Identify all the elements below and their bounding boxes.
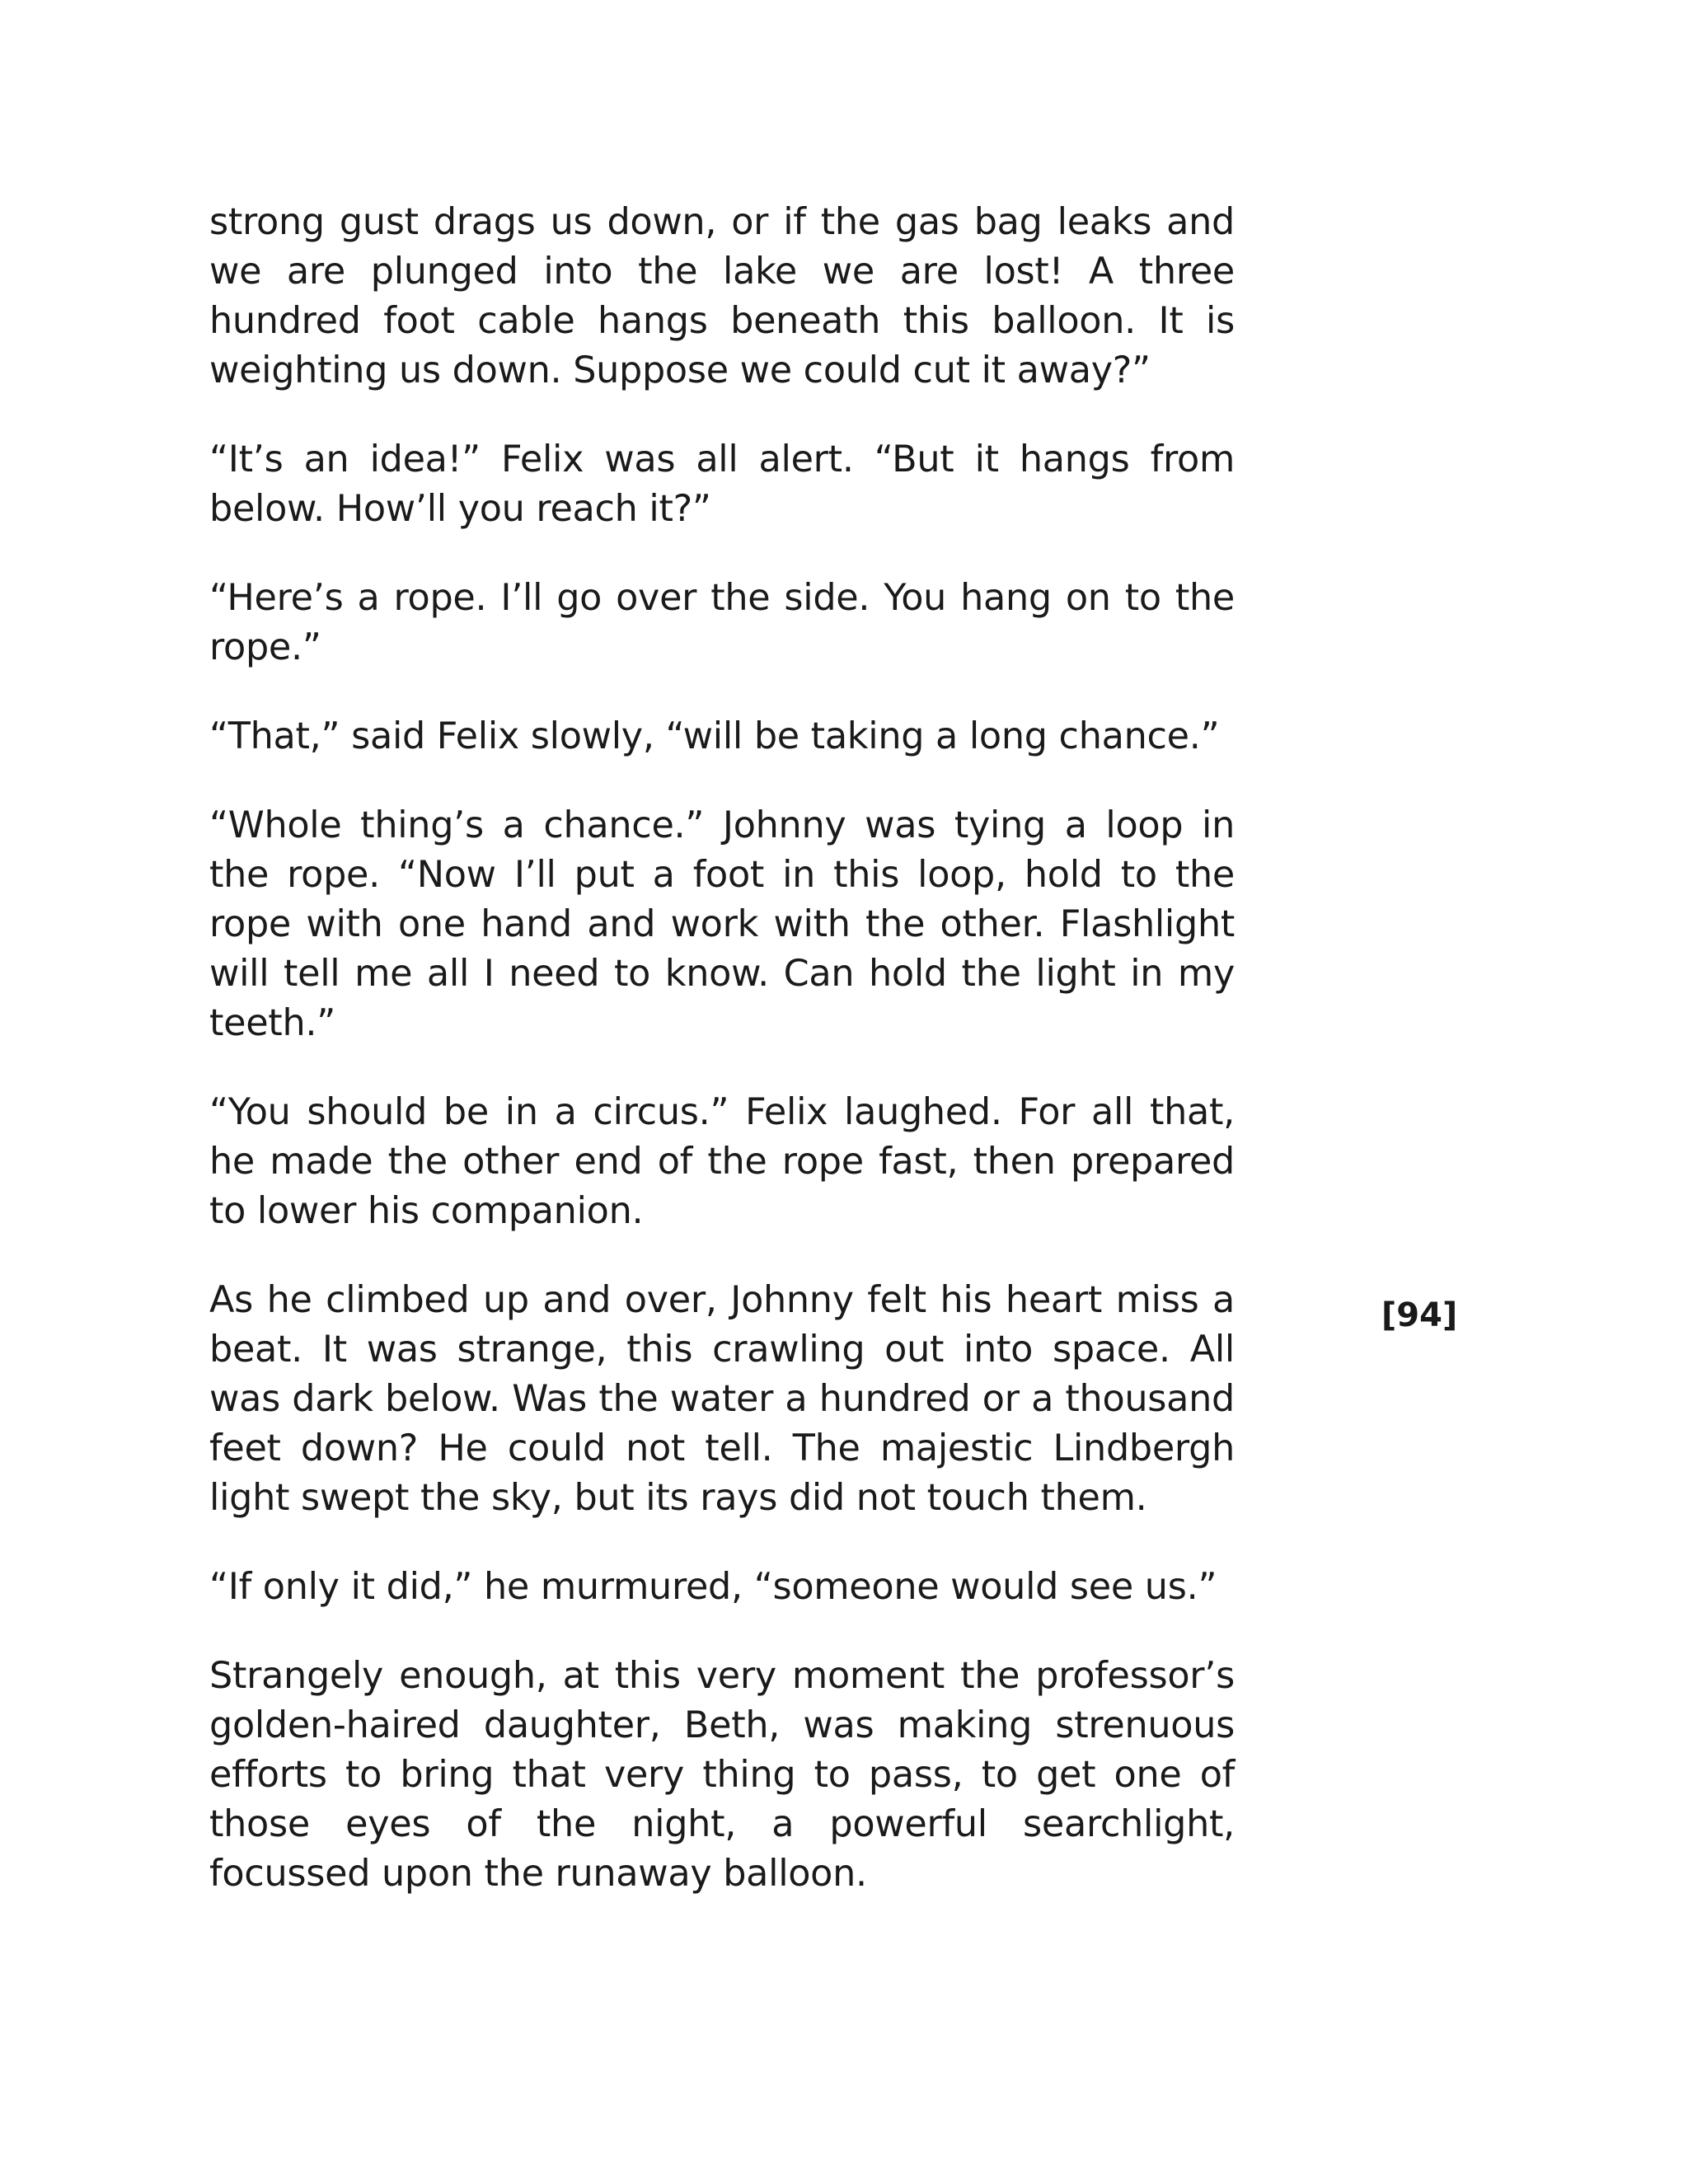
page-number: [94] xyxy=(1381,1296,1458,1334)
paragraph: As he climbed up and over, Johnny felt his heart miss a beat. It was strange, this crawling out into space. All was dark below. Was the water a hundred or a thousand feet down? He could not tell. The majestic Lindbergh light swept the sky, but its rays did not touch them. xyxy=(209,1279,1235,1519)
paragraph: “If only it did,” he murmured, “someone would see us.” xyxy=(209,1566,1217,1608)
paragraph: “It’s an idea!” Felix was all alert. “But it hangs from below. How’ll you reach it?” xyxy=(209,438,1235,530)
paragraph: “You should be in a circus.” Felix laughed. For all that, he made the other end of the rope fast, then prepared to lower his companion. xyxy=(209,1091,1235,1232)
paragraph: Strangely enough, at this very moment the professor’s golden-haired daughter, Beth, was making strenuous efforts to bring that very thing to pass, to get one of those eyes of the night, a powerful searchlight, focussed upon the runaway balloon. xyxy=(209,1655,1235,1895)
paragraph: “Whole thing’s a chance.” Johnny was tying a loop in the rope. “Now I’ll put a foot in this loop, hold to the rope with one hand and work with the other. Flashlight will tell me all I need to know. Can hold the light in my teeth.” xyxy=(209,804,1235,1044)
paragraph: strong gust drags us down, or if the gas bag leaks and we are plunged into the lake we are lost! A three hundred foot cable hangs beneath this balloon. It is weighting us down. Suppose we could cut it away?” xyxy=(209,201,1235,391)
paragraph: “That,” said Felix slowly, “will be taking a long chance.” xyxy=(209,715,1220,757)
body-text xyxy=(209,198,1235,1938)
paragraph: “Here’s a rope. I’ll go over the side. You hang on to the rope.” xyxy=(209,577,1235,668)
